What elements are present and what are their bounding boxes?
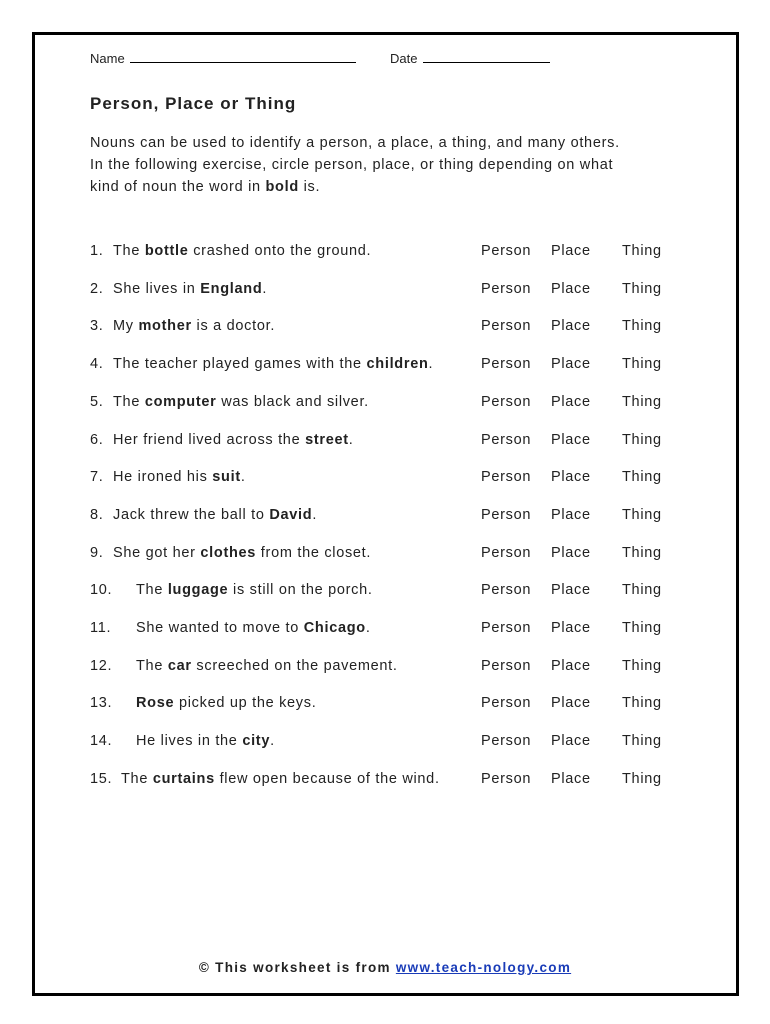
question-row xyxy=(90,318,700,340)
instructions xyxy=(90,132,690,198)
option-place[interactable]: Place xyxy=(551,695,591,711)
noun-word: Rose xyxy=(136,695,175,711)
noun-word: suit xyxy=(212,469,241,485)
sentence-text: Jack threw the ball to xyxy=(113,507,270,523)
option-thing[interactable]: Thing xyxy=(622,545,662,561)
name-field[interactable] xyxy=(90,48,356,66)
option-thing[interactable]: Thing xyxy=(622,318,662,334)
option-person[interactable]: Person xyxy=(481,318,532,334)
noun-word: computer xyxy=(144,394,217,410)
option-place[interactable]: Place xyxy=(551,356,591,372)
sentence-text: . xyxy=(262,281,268,297)
question-sentence xyxy=(113,281,267,297)
option-person[interactable]: Person xyxy=(481,771,532,787)
option-thing[interactable]: Thing xyxy=(622,469,662,485)
question-sentence xyxy=(113,507,317,523)
noun-word: clothes xyxy=(200,545,257,561)
instructions-line-3 xyxy=(90,176,690,198)
question-number: 2. xyxy=(90,281,104,297)
sentence-text: . xyxy=(348,432,354,448)
option-person[interactable]: Person xyxy=(481,658,532,674)
question-sentence xyxy=(136,620,371,636)
question-number: 12. xyxy=(90,658,113,674)
option-person[interactable]: Person xyxy=(481,620,532,636)
date-blank-line[interactable] xyxy=(423,48,550,63)
question-row xyxy=(90,281,700,303)
question-number: 5. xyxy=(90,394,104,410)
sentence-text: She wanted to move to xyxy=(136,620,304,636)
question-row xyxy=(90,771,700,793)
noun-word: David xyxy=(269,507,313,523)
name-label: Name xyxy=(90,51,125,66)
sentence-text: The xyxy=(113,243,145,259)
sentence-text: is a doctor. xyxy=(191,318,276,334)
option-person[interactable]: Person xyxy=(481,582,532,598)
sentence-text: He ironed his xyxy=(113,469,213,485)
sentence-text: . xyxy=(240,469,246,485)
question-row xyxy=(90,658,700,680)
noun-word: luggage xyxy=(167,582,229,598)
sentence-text: She lives in xyxy=(113,281,201,297)
noun-word: England xyxy=(200,281,263,297)
question-row xyxy=(90,394,700,416)
option-place[interactable]: Place xyxy=(551,507,591,523)
name-blank-line[interactable] xyxy=(130,48,356,63)
sentence-text: . xyxy=(270,733,275,749)
sentence-text: My xyxy=(113,318,139,334)
question-sentence xyxy=(136,695,316,711)
question-sentence xyxy=(136,658,398,674)
sentence-text: was black and silver. xyxy=(216,394,369,410)
question-sentence xyxy=(113,356,433,372)
question-sentence xyxy=(113,432,354,448)
option-person[interactable]: Person xyxy=(481,243,532,259)
question-sentence xyxy=(113,545,371,561)
question-row xyxy=(90,582,700,604)
option-place[interactable]: Place xyxy=(551,394,591,410)
option-person[interactable]: Person xyxy=(481,507,532,523)
question-number: 1. xyxy=(90,243,104,259)
noun-word: mother xyxy=(138,318,192,334)
sentence-text: screeched on the pavement. xyxy=(191,658,398,674)
sentence-text: The xyxy=(136,582,168,598)
option-place[interactable]: Place xyxy=(551,771,591,787)
option-thing[interactable]: Thing xyxy=(622,658,662,674)
question-row xyxy=(90,432,700,454)
instructions-line-2: In the following exercise, circle person, place, or thing depending on what xyxy=(90,157,614,173)
instructions-text: kind of noun the word in xyxy=(90,179,266,195)
instructions-bold-word: bold xyxy=(265,179,299,195)
option-person[interactable]: Person xyxy=(481,432,532,448)
option-thing[interactable]: Thing xyxy=(622,695,662,711)
question-row xyxy=(90,469,700,491)
date-field[interactable] xyxy=(390,48,550,66)
option-person[interactable]: Person xyxy=(481,281,532,297)
option-thing[interactable]: Thing xyxy=(622,771,662,787)
option-thing[interactable]: Thing xyxy=(622,733,662,749)
question-row xyxy=(90,356,700,378)
option-thing[interactable]: Thing xyxy=(622,243,662,259)
noun-word: bottle xyxy=(144,243,189,259)
option-person[interactable]: Person xyxy=(481,733,532,749)
question-number: 11. xyxy=(90,620,112,636)
option-place[interactable]: Place xyxy=(551,432,591,448)
noun-word: city xyxy=(242,733,271,749)
sentence-text: She got her xyxy=(113,545,201,561)
option-place[interactable]: Place xyxy=(551,733,591,749)
option-thing[interactable]: Thing xyxy=(622,620,662,636)
footer-credit xyxy=(0,960,770,975)
option-place[interactable]: Place xyxy=(551,469,591,485)
sentence-text: . xyxy=(428,356,434,372)
option-place[interactable]: Place xyxy=(551,243,591,259)
sentence-text: He lives in the xyxy=(136,733,243,749)
instructions-line-1: Nouns can be used to identify a person, a place, a thing, and many others. xyxy=(90,135,620,151)
sentence-text: The xyxy=(113,394,145,410)
date-label: Date xyxy=(390,51,418,66)
option-thing[interactable]: Thing xyxy=(622,281,662,297)
noun-word: car xyxy=(167,658,192,674)
question-number: 10. xyxy=(90,582,113,598)
instructions-text: is. xyxy=(298,179,321,195)
option-thing[interactable]: Thing xyxy=(622,394,662,410)
question-row xyxy=(90,545,700,567)
sentence-text: The teacher played games with the xyxy=(113,356,367,372)
sentence-text: . xyxy=(312,507,318,523)
question-sentence xyxy=(136,733,275,749)
question-number: 3. xyxy=(90,318,104,334)
sentence-text: Her friend lived across the xyxy=(113,432,306,448)
question-row xyxy=(90,733,700,755)
option-person[interactable]: Person xyxy=(481,356,532,372)
question-sentence xyxy=(121,771,440,787)
noun-word: street xyxy=(305,432,349,448)
question-sentence xyxy=(113,394,369,410)
sentence-text: picked up the keys. xyxy=(174,695,317,711)
question-number: 4. xyxy=(90,356,104,372)
question-number: 6. xyxy=(90,432,104,448)
option-place[interactable]: Place xyxy=(551,318,591,334)
question-sentence xyxy=(113,243,371,259)
sentence-text: crashed onto the ground. xyxy=(188,243,372,259)
sentence-text: . xyxy=(365,620,371,636)
noun-word: Chicago xyxy=(303,620,366,636)
question-number: 8. xyxy=(90,507,104,523)
question-sentence xyxy=(113,469,246,485)
question-sentence xyxy=(113,318,275,334)
sentence-text: is still on the porch. xyxy=(228,582,373,598)
noun-word: children xyxy=(366,356,429,372)
footer-link[interactable]: www.teach-nology.com xyxy=(395,960,572,975)
option-thing[interactable]: Thing xyxy=(622,582,662,598)
option-place[interactable]: Place xyxy=(551,620,591,636)
noun-word: curtains xyxy=(152,771,215,787)
question-row xyxy=(90,695,700,717)
question-row xyxy=(90,620,700,642)
option-thing[interactable]: Thing xyxy=(622,432,662,448)
question-row xyxy=(90,243,700,265)
question-number: 7. xyxy=(90,469,104,485)
sentence-text: The xyxy=(136,658,168,674)
question-number: 9. xyxy=(90,545,104,561)
option-thing[interactable]: Thing xyxy=(622,356,662,372)
sentence-text: The xyxy=(121,771,153,787)
question-number: 14. xyxy=(90,733,113,749)
question-sentence xyxy=(136,582,373,598)
option-person[interactable]: Person xyxy=(481,469,532,485)
worksheet-title: Person, Place or Thing xyxy=(90,94,297,113)
option-person[interactable]: Person xyxy=(481,695,532,711)
footer-text: © This worksheet is from xyxy=(198,960,396,975)
option-place[interactable]: Place xyxy=(551,582,591,598)
option-person[interactable]: Person xyxy=(481,394,532,410)
question-number: 15. xyxy=(90,771,113,787)
sentence-text: flew open because of the wind. xyxy=(214,771,440,787)
sentence-text: from the closet. xyxy=(256,545,372,561)
question-number: 13. xyxy=(90,695,113,711)
question-row xyxy=(90,507,700,529)
option-place[interactable]: Place xyxy=(551,545,591,561)
option-place[interactable]: Place xyxy=(551,281,591,297)
option-thing[interactable]: Thing xyxy=(622,507,662,523)
option-place[interactable]: Place xyxy=(551,658,591,674)
option-person[interactable]: Person xyxy=(481,545,532,561)
